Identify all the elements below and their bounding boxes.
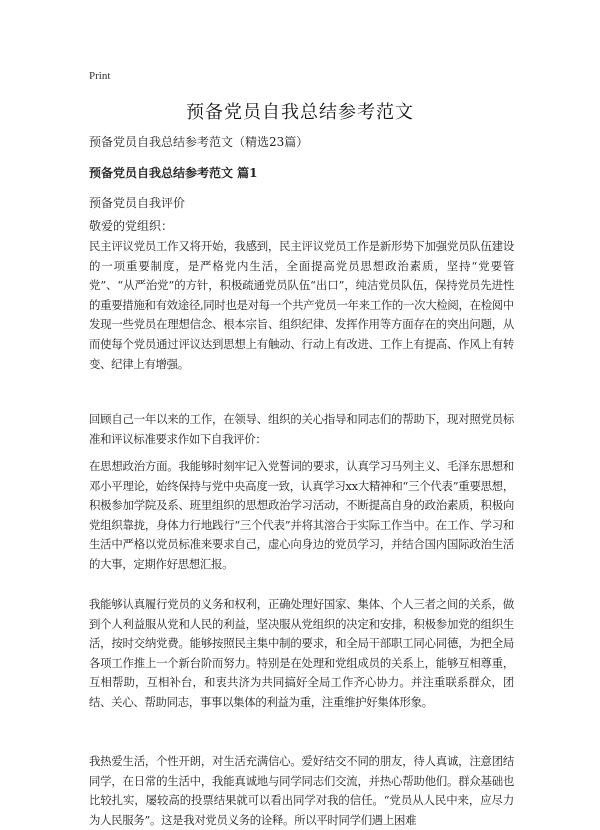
paragraph-1: 民主评议党员工作又将开始，我感到，民主评议党员工作是新形势下加强党员队伍建设的一项重要制度，是严格党内生活，全面提高党员思想政治素质，坚持“党要管党”、“从严治党”的方针，积极疏通党员队伍“出口”，纯洁党员队伍，保持党员先进性的重要措施和有效途径,同时也是对每一个共产党员一年来工作的一次大检阅，在检阅中发现一些党员在理想信念、根本宗旨、组织纪律、发挥作用等方面存在的突出问题，从而使每个党员通过评议达到思想上有触动、行动上有改进、工作上有提高、作风上有转变、纪律上有增强。 <box>89 239 514 371</box>
paragraph-4: 我能够认真履行党员的义务和权利，正确处理好国家、集体、个人三者之间的关系，做到个人利益服从党和人民的利益，坚决服从党组织的决定和安排，积极参加党的组织生活，按时交纳党费。能够按照民主集中制的要求，和全局干部职工同心同德，为把全局各项工作推上一个新台阶而努力。特别是在处理和党组成员的关系上，能够互相尊重，互相帮助，互相补台，和衷共济为共同搞好全局工作齐心协力。并注重联系群众，团结、关心、帮助同志，事事以集体的利益为重，注重维护好集体形象。 <box>89 597 514 709</box>
greeting-line: 敬爱的党组织： <box>89 219 174 233</box>
section-heading: 预备党员自我总结参考范文 篇1 <box>89 166 258 180</box>
paragraph-5: 我热爱生活，个性开朗，对生活充满信心。爱好结交不同的朋友，待人真诚，注意团结同学，在日常的生活中，我能真诚地与同学同志们交流，并热心帮助他们。群众基础也比较扎实，屡较高的投票结果就可以看出同学对我的信任。“党员从人民中来，应尽力为人民服务”。这是我对党员义务的诠释。所以平时同学们遇上困难 <box>89 754 514 827</box>
paragraph-3: 在思想政治方面。我能够时刻牢记入党誓词的要求，认真学习马列主义、毛泽东思想和邓小平理论，始终保持与党中央高度一致，认真学习xx大精神和“三个代表”重要思想，积极参加学院及系、班里组织的思想政治学习活动，不断提高自身的政治素质，积极向党组织靠拢，身体力行地践行“三个代表”并将其溶合于实际工作当中。在工作、学习和生活中严格以党员标准来要求自己，虚心向身边的党员学习，并结合国内国际政治生活的大事，定期作好思想汇报。 <box>89 459 514 571</box>
paragraph-2: 回顾自己一年以来的工作，在领导、组织的关心指导和同志们的帮助下，现对照党员标准和评议标准要求作如下自我评价： <box>89 412 514 446</box>
document-subtitle: 预备党员自我总结参考范文（精选23篇） <box>89 135 309 149</box>
print-link[interactable]: Print <box>89 70 111 82</box>
evaluation-line: 预备党员自我评价 <box>89 196 186 210</box>
page-title: 预备党员自我总结参考范文 <box>186 102 414 123</box>
